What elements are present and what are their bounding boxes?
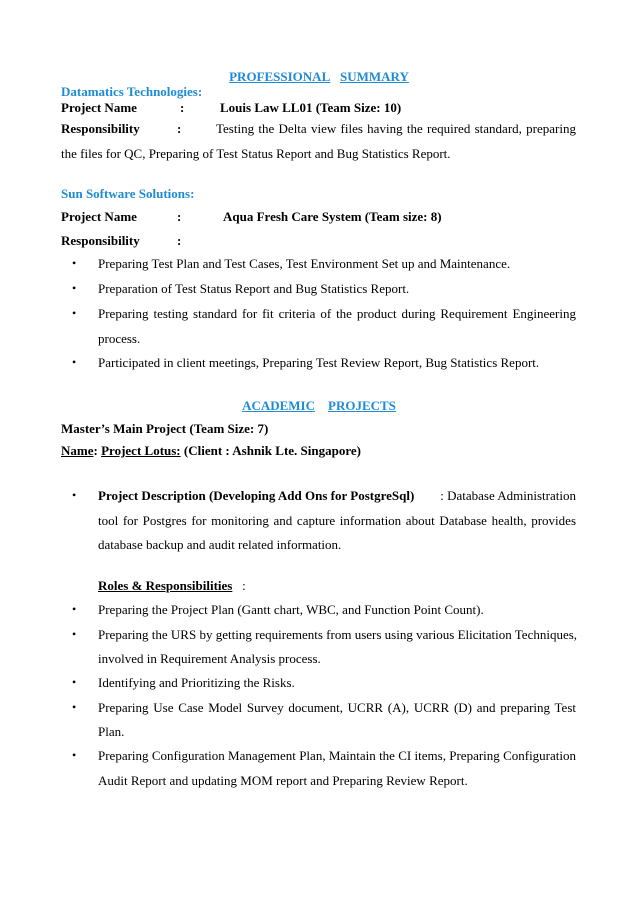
bullet-icon: • — [72, 488, 77, 502]
bullet-icon: • — [72, 602, 77, 616]
project-name: Project Lotus: — [101, 443, 181, 458]
responsibility-text: the files for QC, Preparing of Test Status Report and Bug Statistics Report. — [61, 146, 451, 161]
list-item: Participated in client meetings, Preparing Test Review Report, Bug Statistics Report. — [98, 355, 540, 370]
bullet-icon: • — [72, 700, 77, 714]
project-description — [98, 488, 576, 504]
colon: : — [242, 578, 246, 593]
bullet-icon: • — [72, 675, 77, 689]
client: (Client : Ashnik Lte. Singapore) — [183, 443, 361, 458]
main-project-title: Master’s Main Project (Team Size: 7) — [61, 421, 269, 436]
company-name: Datamatics Technologies: — [61, 84, 203, 99]
responsibility-text: Testing the Delta view files having the required standard, preparing — [216, 121, 576, 136]
bullet-icon: • — [72, 306, 77, 320]
academic-projects-heading — [0, 398, 638, 414]
list-item: Preparing Test Plan and Test Cases, Test Environment Set up and Maintenance. — [98, 256, 511, 271]
name-label: Name — [61, 443, 94, 458]
list-item-continuation: Audit Report and updating MOM report and Preparing Review Report. — [98, 773, 468, 788]
list-item: Preparing the Project Plan (Gantt chart, WBC, and Function Point Count). — [98, 602, 484, 617]
list-item: Preparation of Test Status Report and Bug Statistics Report. — [98, 281, 410, 296]
project-name-value: Louis Law LL01 (Team Size: 10) — [220, 100, 402, 115]
list-item: Preparing testing standard for fit criteria of the product during Requirement Engineering — [98, 306, 576, 321]
list-item-continuation: Plan. — [98, 724, 125, 739]
description-text: database backup and audit related information. — [98, 537, 342, 552]
bullet-icon: • — [72, 355, 77, 369]
responsibility-label: Responsibility — [61, 233, 140, 248]
responsibility-label: Responsibility — [61, 121, 140, 136]
project-name-label: Project Name — [61, 209, 137, 224]
project-name-line — [61, 443, 361, 459]
description-text: : Database Administration — [440, 488, 576, 503]
bullet-icon: • — [72, 256, 77, 270]
list-item: Identifying and Prioritizing the Risks. — [98, 675, 295, 690]
list-item-continuation: process. — [98, 331, 141, 346]
colon: : — [93, 443, 98, 458]
professional-summary-heading — [0, 69, 638, 85]
colon: : — [177, 121, 182, 136]
colon: : — [177, 233, 182, 248]
list-item: Preparing the URS by getting requirements from users using various Elicitation Techniques, — [98, 627, 578, 642]
roles-heading — [98, 578, 576, 594]
list-item-continuation: involved in Requirement Analysis process. — [98, 651, 321, 666]
bullet-icon: • — [72, 748, 77, 762]
heading-word: PROJECTS — [328, 398, 396, 413]
heading-word: ACADEMIC — [242, 398, 316, 413]
description-text: tool for Postgres for monitoring and capture information about Database health, provides — [98, 513, 576, 528]
colon: : — [177, 209, 182, 224]
roles-label: Roles & Responsibilities — [98, 578, 233, 593]
company-name: Sun Software Solutions: — [61, 186, 195, 201]
description-label: Project Description (Developing Add Ons for PostgreSql) — [98, 488, 415, 503]
project-name-label: Project Name — [61, 100, 137, 115]
project-name-value: Aqua Fresh Care System (Team size: 8) — [223, 209, 442, 224]
heading-word: PROFESSIONAL — [229, 69, 331, 84]
bullet-icon: • — [72, 627, 77, 641]
colon: : — [180, 100, 185, 115]
bullet-icon: • — [72, 281, 77, 295]
list-item: Preparing Use Case Model Survey document, UCRR (A), UCRR (D) and preparing Test — [98, 700, 576, 715]
list-item: Preparing Configuration Management Plan, Maintain the CI items, Preparing Configuration — [98, 748, 576, 763]
heading-word: SUMMARY — [340, 69, 409, 84]
